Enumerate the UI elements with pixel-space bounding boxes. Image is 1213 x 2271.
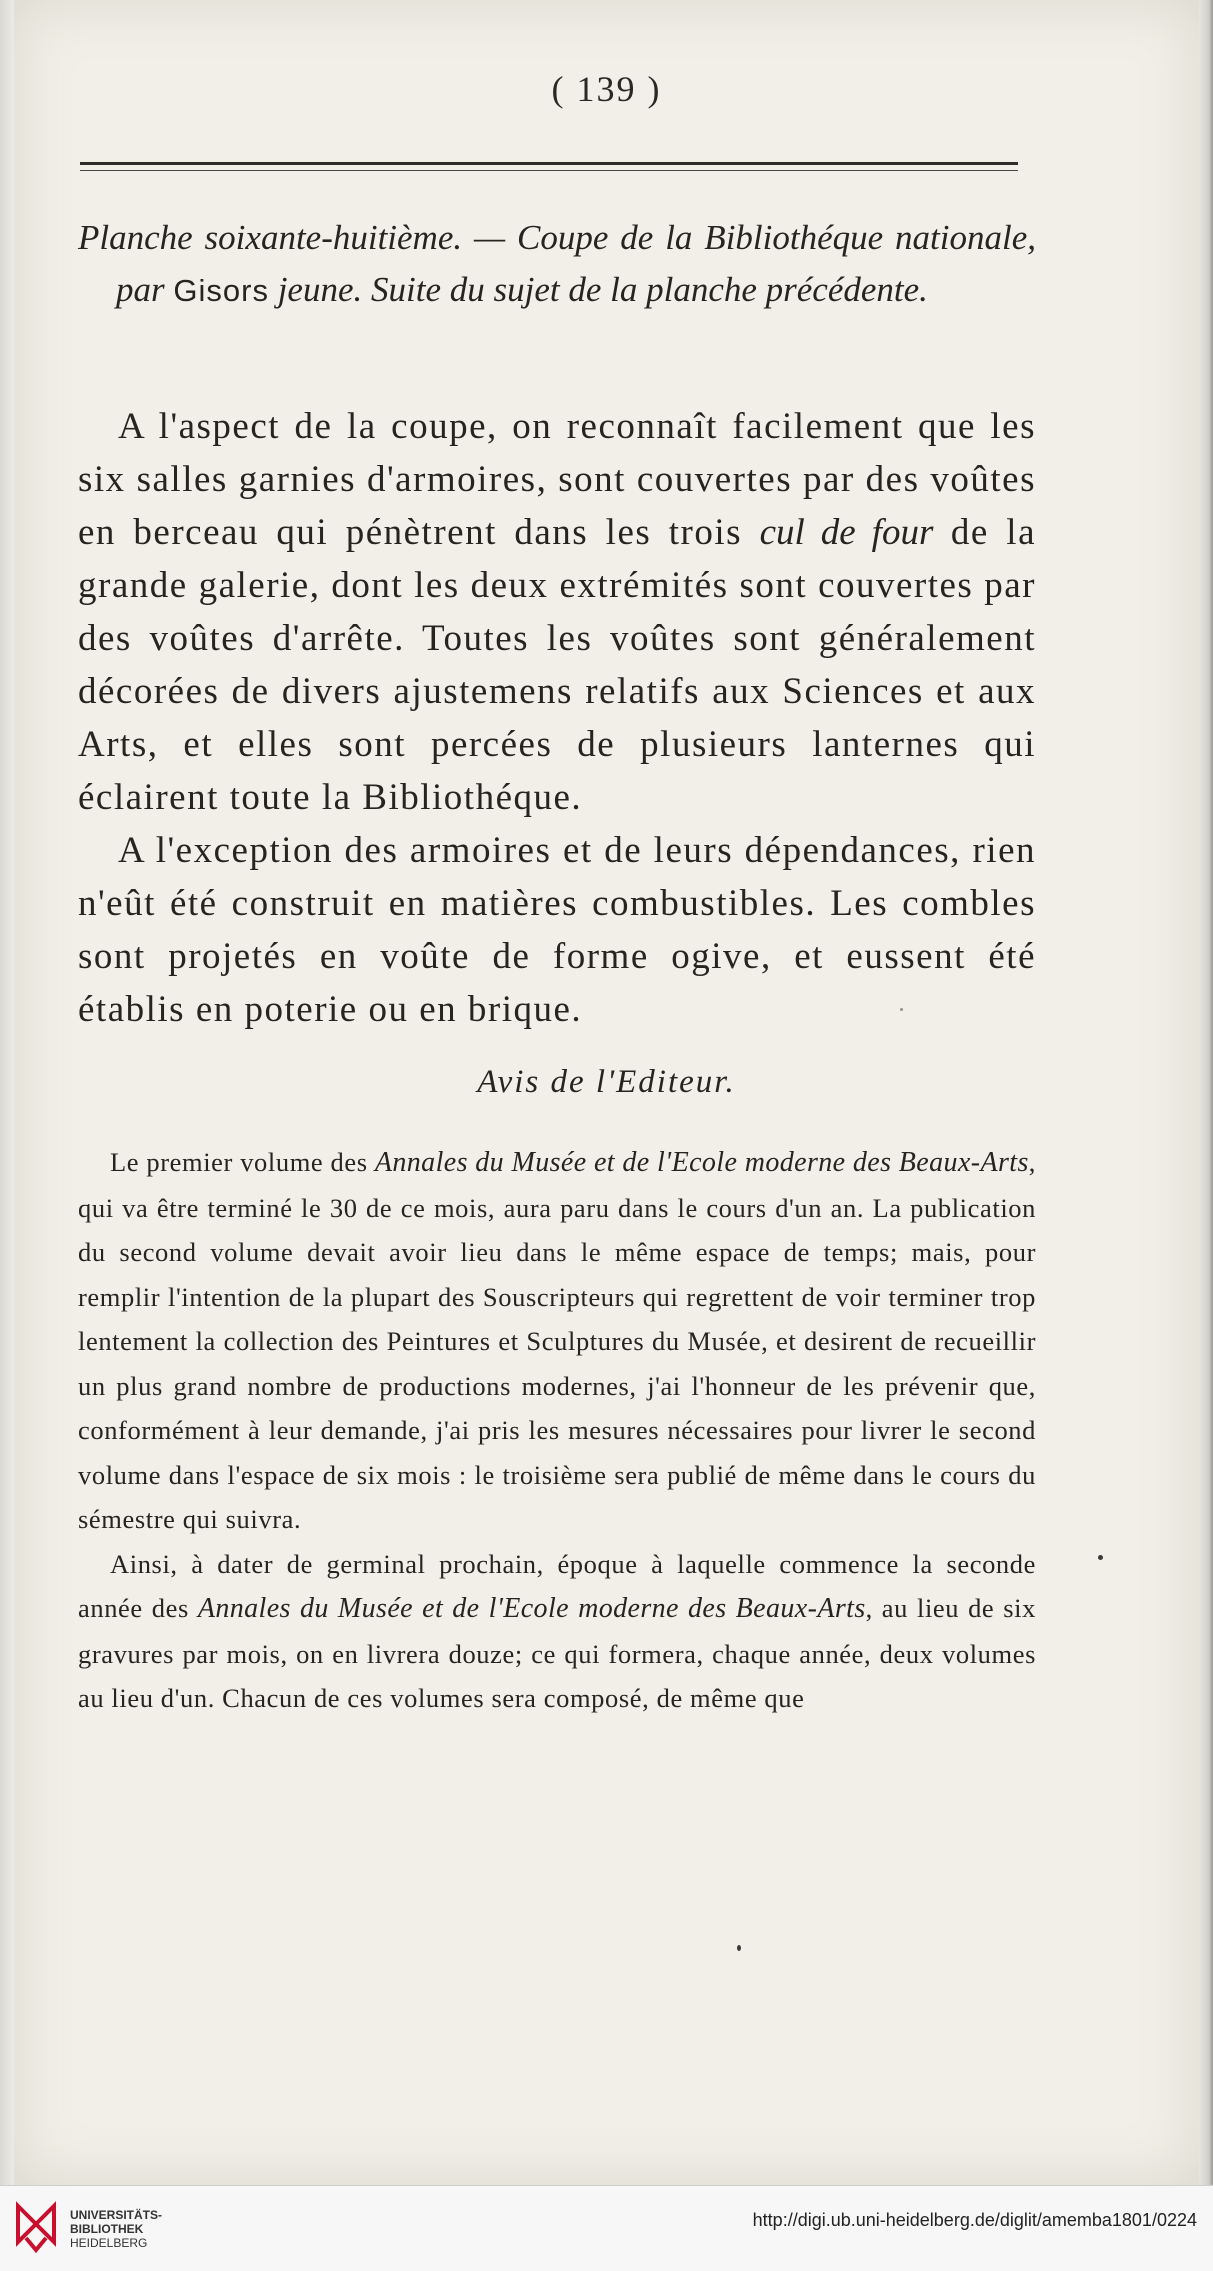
paragraph-italic: Annales du Musée et de l'Ecole moderne des Beaux-Arts xyxy=(374,1147,1029,1178)
paragraph-text: , au lieu de six gravures par mois, on en livrera douze; ce qui formera, chaque année, deux volumes au lieu d'un. Chacun de ces volumes sera composé, de même que xyxy=(78,1593,1036,1713)
permalink-url[interactable]: http://digi.ub.uni-heidelberg.de/diglit/amemba1801/0224 xyxy=(752,2210,1197,2230)
paragraph-italic: Annales du Musée et de l'Ecole moderne des Beaux-Arts xyxy=(197,1593,866,1624)
paragraph xyxy=(78,1542,1036,1721)
ink-speck xyxy=(900,1008,903,1011)
paragraph-text: Le premier volume des xyxy=(110,1147,375,1177)
paragraph-text: Ainsi, à dater de germinal prochain, époque à laquelle commence la seconde année des xyxy=(78,1548,1036,1623)
heading-rest: jeune. Suite du sujet de la planche précédente. xyxy=(268,270,928,309)
heading-lead: Planche soixante-huitième. — Coupe de la Bibliothéque nationale, par xyxy=(78,218,1036,309)
description-body xyxy=(78,400,1036,1036)
ink-speck xyxy=(1098,1555,1103,1560)
institution-line: UNIVERSITÄTS- xyxy=(70,2208,163,2222)
paragraph-text: A l'aspect de la coupe, on reconnaît facilement que les six salles garnies d'armoires, sont couvertes par des voûtes en berceau qui pénètrent dans les trois xyxy=(78,406,1036,553)
paragraph-text: , qui va être terminé le 30 de ce mois, aura paru dans le cours d'un an. La publication du second volume devait avoir lieu dans le même espace de temps; mais, pour remplir l'intention de la plupart des Souscripteurs qui regrettent de voir terminer trop lentement la collection des Peintures et Sculptures du Musée, et desirent de recueillir un plus grand nombre de productions modernes, j'ai l'honneur de les prévenir que, conformément à leur demande, j'ai pris les mesures nécessaires pour livrer le second volume dans l'espace de six mois : le troisième sera publié de même dans le cours du sémestre qui suivra. xyxy=(78,1147,1036,1534)
paragraph-text: de la grande galerie, dont les deux extrémités sont couvertes par des voûtes d'arrête. Toutes les voûtes sont généralement décorées de divers ajustemens relatifs aux Sciences et aux Arts, et elles sont percées de plusieurs lanternes qui éclairent toute la Bibliothéque. xyxy=(78,512,1036,818)
institution-line: HEIDELBERG xyxy=(70,2236,148,2250)
paragraph xyxy=(78,1140,1036,1542)
institution-line: BIBLIOTHEK xyxy=(70,2222,144,2236)
paragraph xyxy=(78,400,1036,824)
page-number: ( 139 ) xyxy=(551,69,662,109)
institution-name xyxy=(70,2208,162,2250)
plate-heading xyxy=(78,212,1036,317)
header-rule-thin xyxy=(80,170,1018,171)
header-rule-thick xyxy=(80,162,1018,165)
heading-author: Gisors xyxy=(173,273,269,308)
paragraph: A l'exception des armoires et de leurs dépendances, rien n'eût été construit en matières combustibles. Les combles sont projetés en voûte de forme ogive, et eussent été établis en poterie ou en brique. xyxy=(78,830,1036,1030)
university-library-logo-icon xyxy=(12,2198,60,2258)
viewer-footer xyxy=(0,2185,1213,2271)
editor-notice-body xyxy=(78,1140,1036,1721)
ink-speck xyxy=(737,1945,741,1951)
paragraph-italic: cul de four xyxy=(759,512,934,553)
editor-notice-title: Avis de l'Editeur. xyxy=(477,1064,736,1100)
